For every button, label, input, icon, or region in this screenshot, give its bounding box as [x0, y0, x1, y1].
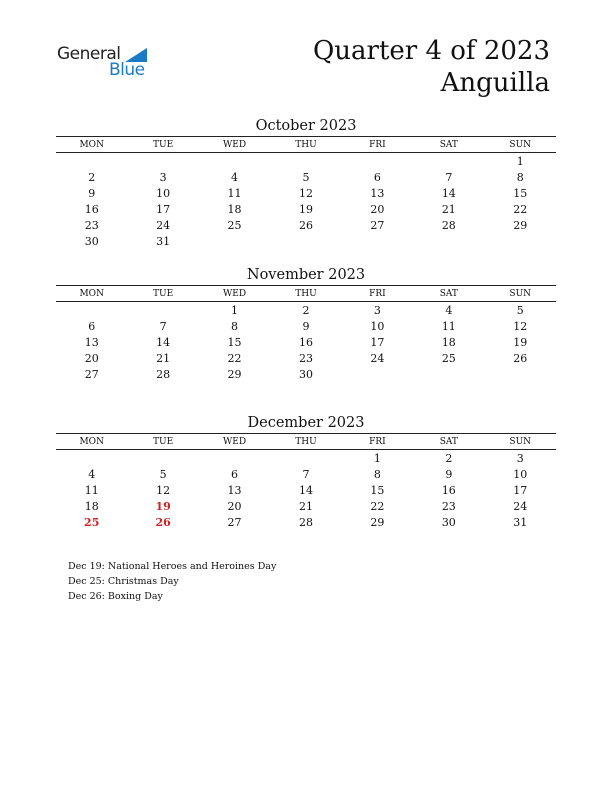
weekday-label: FRI — [369, 288, 386, 299]
weekday-label: SUN — [509, 436, 532, 447]
day-cell: 10 — [513, 467, 528, 481]
week-row — [56, 185, 556, 201]
day-cell: 31 — [513, 515, 528, 529]
day-cell: 23 — [298, 351, 313, 365]
day-cell: 12 — [513, 319, 528, 333]
week-row — [56, 498, 556, 514]
generalblue-logo — [57, 44, 157, 82]
month-calendar — [56, 265, 556, 382]
day-cell: 3 — [159, 170, 167, 184]
weekday-label: FRI — [369, 436, 386, 447]
day-cell: 27 — [370, 218, 385, 232]
day-cell: 19 — [298, 202, 313, 216]
day-cell: 11 — [227, 186, 242, 200]
day-cell: 24 — [156, 218, 171, 232]
day-cell: 1 — [231, 303, 239, 317]
week-row — [56, 334, 556, 350]
weekday-label: THU — [295, 436, 317, 447]
day-cell: 2 — [445, 451, 453, 465]
day-cell: 4 — [231, 170, 239, 184]
day-cell: 10 — [156, 186, 171, 200]
day-cell: 28 — [298, 515, 313, 529]
day-cell: 10 — [370, 319, 385, 333]
weekday-label: WED — [223, 139, 247, 150]
day-cell: 4 — [445, 303, 453, 317]
week-row — [56, 169, 556, 185]
holiday-day-cell: 19 — [155, 499, 171, 513]
day-cell: 24 — [370, 351, 385, 365]
day-cell: 4 — [88, 467, 96, 481]
day-cell: 19 — [513, 335, 528, 349]
day-cell: 30 — [84, 234, 99, 248]
day-cell: 22 — [513, 202, 528, 216]
week-row — [56, 201, 556, 217]
day-cell: 9 — [88, 186, 96, 200]
day-cell: 6 — [88, 319, 96, 333]
day-cell: 25 — [441, 351, 456, 365]
day-cell: 13 — [227, 483, 242, 497]
logo-general-text: General — [57, 44, 121, 64]
day-cell: 7 — [159, 319, 167, 333]
day-cell: 27 — [84, 367, 99, 381]
day-cell: 28 — [156, 367, 171, 381]
day-cell: 22 — [227, 351, 242, 365]
week-row — [56, 450, 556, 466]
day-cell: 7 — [302, 467, 310, 481]
weekday-label: MON — [79, 436, 104, 447]
day-cell: 8 — [516, 170, 524, 184]
week-row — [56, 217, 556, 233]
day-cell: 6 — [373, 170, 381, 184]
day-cell: 5 — [302, 170, 310, 184]
day-cell: 12 — [298, 186, 313, 200]
day-cell: 1 — [373, 451, 381, 465]
weekday-label: SAT — [439, 436, 458, 447]
day-cell: 11 — [84, 483, 99, 497]
day-cell: 27 — [227, 515, 242, 529]
day-cell: 28 — [441, 218, 456, 232]
day-cell: 15 — [370, 483, 385, 497]
day-cell: 22 — [370, 499, 385, 513]
week-row — [56, 366, 556, 382]
day-cell: 29 — [227, 367, 242, 381]
weekday-label: TUE — [153, 436, 174, 447]
day-cell: 9 — [302, 319, 310, 333]
day-cell: 2 — [302, 303, 310, 317]
day-cell: 13 — [370, 186, 385, 200]
day-cell: 21 — [156, 351, 171, 365]
week-row — [56, 350, 556, 366]
week-row — [56, 482, 556, 498]
week-row — [56, 302, 556, 318]
day-cell: 1 — [516, 154, 524, 168]
day-cell: 12 — [156, 483, 171, 497]
day-cell: 16 — [441, 483, 456, 497]
day-cell: 31 — [156, 234, 171, 248]
day-cell: 6 — [231, 467, 239, 481]
day-cell: 30 — [441, 515, 456, 529]
page-title: Quarter 4 of 2023 — [312, 36, 550, 66]
holiday-note: Dec 26: Boxing Day — [68, 591, 163, 602]
day-cell: 5 — [516, 303, 524, 317]
day-cell: 11 — [441, 319, 456, 333]
month-calendar — [56, 116, 556, 249]
week-row — [56, 466, 556, 482]
day-cell: 29 — [513, 218, 528, 232]
weekday-label: THU — [295, 139, 317, 150]
weekday-label: SAT — [439, 288, 458, 299]
month-title: October 2023 — [255, 118, 357, 134]
day-cell: 14 — [298, 483, 313, 497]
weekday-label: MON — [79, 288, 104, 299]
day-cell: 8 — [373, 467, 381, 481]
logo-blue-text: Blue — [109, 60, 145, 80]
month-title: November 2023 — [246, 267, 366, 283]
day-cell: 17 — [370, 335, 385, 349]
weekday-label: SUN — [509, 288, 532, 299]
day-cell: 14 — [441, 186, 456, 200]
holiday-day-cell: 26 — [155, 515, 171, 529]
weekday-label: TUE — [153, 139, 174, 150]
day-cell: 26 — [298, 218, 313, 232]
day-cell: 26 — [513, 351, 528, 365]
weekday-header-row — [56, 433, 556, 450]
weekday-label: TUE — [153, 288, 174, 299]
day-cell: 5 — [159, 467, 167, 481]
week-row — [56, 153, 556, 169]
day-cell: 14 — [156, 335, 171, 349]
day-cell: 3 — [373, 303, 381, 317]
weekday-label: MON — [79, 139, 104, 150]
holiday-note: Dec 25: Christmas Day — [68, 576, 179, 587]
day-cell: 9 — [445, 467, 453, 481]
day-cell: 18 — [227, 202, 242, 216]
day-cell: 7 — [445, 170, 453, 184]
weekday-label: THU — [295, 288, 317, 299]
day-cell: 21 — [298, 499, 313, 513]
day-cell: 17 — [156, 202, 171, 216]
day-cell: 15 — [227, 335, 242, 349]
day-cell: 23 — [84, 218, 99, 232]
weekday-header-row — [56, 136, 556, 153]
day-cell: 29 — [370, 515, 385, 529]
weekday-label: FRI — [369, 139, 386, 150]
holiday-day-cell: 25 — [84, 515, 100, 529]
page-subtitle: Anguilla — [440, 68, 550, 98]
day-cell: 2 — [88, 170, 96, 184]
day-cell: 24 — [513, 499, 528, 513]
weekday-label: WED — [223, 436, 247, 447]
holiday-note: Dec 19: National Heroes and Heroines Day — [68, 561, 277, 572]
day-cell: 20 — [227, 499, 242, 513]
week-row — [56, 514, 556, 530]
day-cell: 21 — [441, 202, 456, 216]
day-cell: 16 — [84, 202, 99, 216]
day-cell: 15 — [513, 186, 528, 200]
day-cell: 13 — [84, 335, 99, 349]
day-cell: 17 — [513, 483, 528, 497]
day-cell: 3 — [516, 451, 524, 465]
day-cell: 30 — [298, 367, 313, 381]
week-row — [56, 233, 556, 249]
holiday-notes — [68, 559, 276, 604]
weekday-label: SUN — [509, 139, 532, 150]
weekday-label: SAT — [439, 139, 458, 150]
month-title: December 2023 — [247, 415, 365, 431]
day-cell: 20 — [84, 351, 99, 365]
day-cell: 18 — [441, 335, 456, 349]
day-cell: 18 — [84, 499, 99, 513]
day-cell: 16 — [298, 335, 313, 349]
day-cell: 8 — [231, 319, 239, 333]
weekday-label: WED — [223, 288, 247, 299]
week-row — [56, 318, 556, 334]
day-cell: 25 — [227, 218, 242, 232]
weekday-header-row — [56, 285, 556, 302]
month-calendar — [56, 413, 556, 530]
day-cell: 23 — [441, 499, 456, 513]
day-cell: 20 — [370, 202, 385, 216]
